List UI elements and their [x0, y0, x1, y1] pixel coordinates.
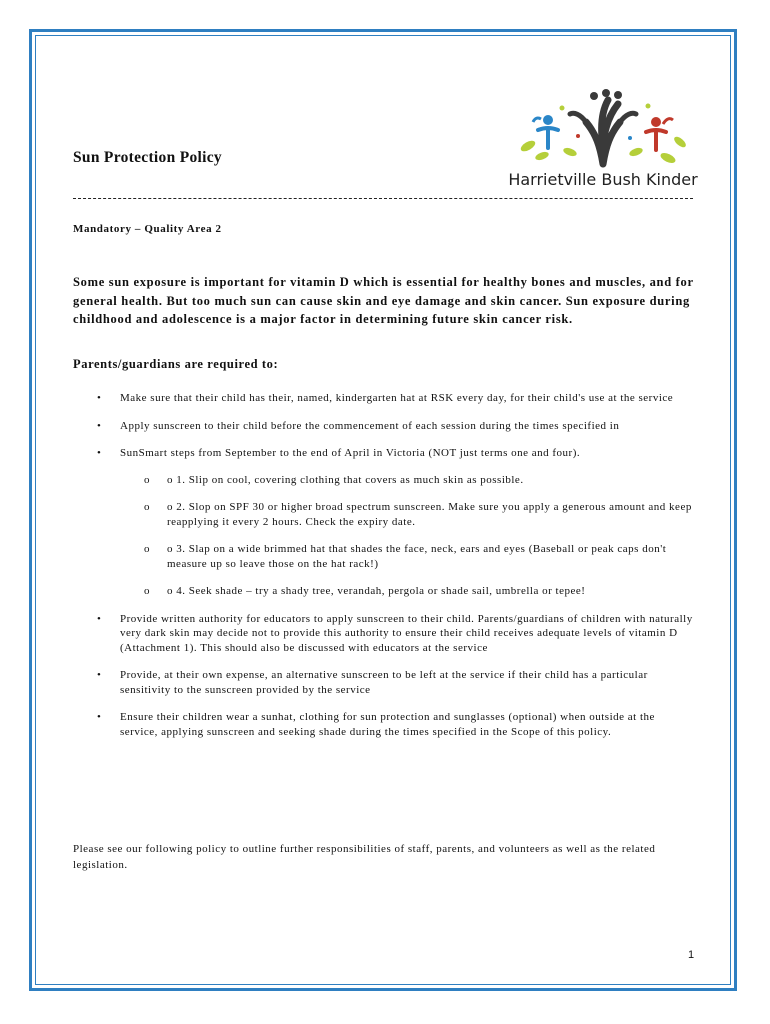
intro-paragraph: Some sun exposure is important for vitamin D which is essential for healthy bones and muscles, and for general health. But too much sun can cause skin and eye damage and skin cancer. Sun exposure during childhood and adolescence is a major factor in determining future skin cancer risk.: [73, 275, 694, 326]
sub-bullet-icon: o: [144, 501, 150, 513]
bullet-icon: •: [97, 612, 102, 625]
sub-list-item-text: o 2. Slop on SPF 30 or higher broad spectrum sunscreen. Make sure you apply a generous amount and keep reapplying it every 2 hours. Check the expiry date.: [167, 501, 692, 528]
bullet-icon: •: [97, 419, 102, 432]
sunsmart-steps-list: [120, 473, 693, 599]
sub-bullet-icon: o: [144, 543, 150, 555]
list-item: [73, 391, 693, 406]
list-item-text: Apply sunscreen to their child before the commencement of each session during the times specified in: [120, 419, 620, 432]
sub-list-item-text: o 3. Slap on a wide brimmed hat that shades the face, neck, ears and eyes (Baseball or peak caps don't measure up so leave those on the hat rack!): [167, 543, 667, 570]
bullet-icon: •: [97, 669, 102, 681]
bullet-icon: •: [97, 447, 102, 459]
sub-list-item-text: o 4. Seek shade – try a shady tree, verandah, pergola or shade sail, umbrella or tepee!: [167, 585, 586, 597]
sub-list-item-text: o 1. Slip on cool, covering clothing that covers as much skin as possible.: [167, 473, 524, 486]
sub-bullet-icon: o: [144, 585, 150, 597]
list-item-text: Ensure their children wear a sunhat, clothing for sun protection and sunglasses (optional) when outside at the service, applying sunscreen and seeking shade during the times specified in the Scope of this policy.: [120, 711, 655, 738]
list-item: [73, 668, 693, 697]
mandatory-quality-area: Mandatory – Quality Area 2: [73, 223, 222, 235]
title-divider: [73, 198, 693, 199]
list-item: [73, 446, 693, 599]
page-title: Sun Protection Policy: [73, 149, 222, 166]
bullet-icon: •: [97, 711, 102, 723]
requirements-heading: Parents/guardians are required to:: [73, 357, 279, 371]
list-item-text: Provide written authority for educators to apply sunscreen to their child. Parents/guardians of children with naturally very dark skin may decide not to provide this authority to ensure their child receives adequate levels of vitamin D (Attachment 1). This should also be discussed with educators at the service: [120, 612, 693, 654]
bullet-icon: •: [97, 392, 102, 404]
sub-list-item: [120, 542, 693, 571]
sub-list-item: [120, 500, 693, 529]
list-item: [73, 710, 693, 739]
list-item-text: Make sure that their child has their, named, kindergarten hat at RSK every day, for their child's use at the service: [120, 392, 674, 404]
sub-bullet-icon: o: [144, 473, 150, 486]
closing-paragraph: Please see our following policy to outline further responsibilities of staff, parents, and volunteers as well as the related legislation.: [73, 843, 656, 871]
list-item-text: Provide, at their own expense, an alternative sunscreen to be left at the service if their child has a particular sensitivity to the sunscreen provided by the service: [120, 669, 648, 696]
list-item: [73, 419, 693, 434]
requirements-list: [73, 391, 693, 752]
page-number: 1: [688, 949, 695, 961]
sub-list-item: [120, 584, 693, 599]
sub-list-item: [120, 473, 693, 488]
list-item-text: SunSmart steps from September to the end of April in Victoria (NOT just terms one and four).: [120, 447, 581, 459]
organisation-name: Harrietville Bush Kinder: [508, 170, 698, 189]
list-item: [73, 612, 693, 656]
